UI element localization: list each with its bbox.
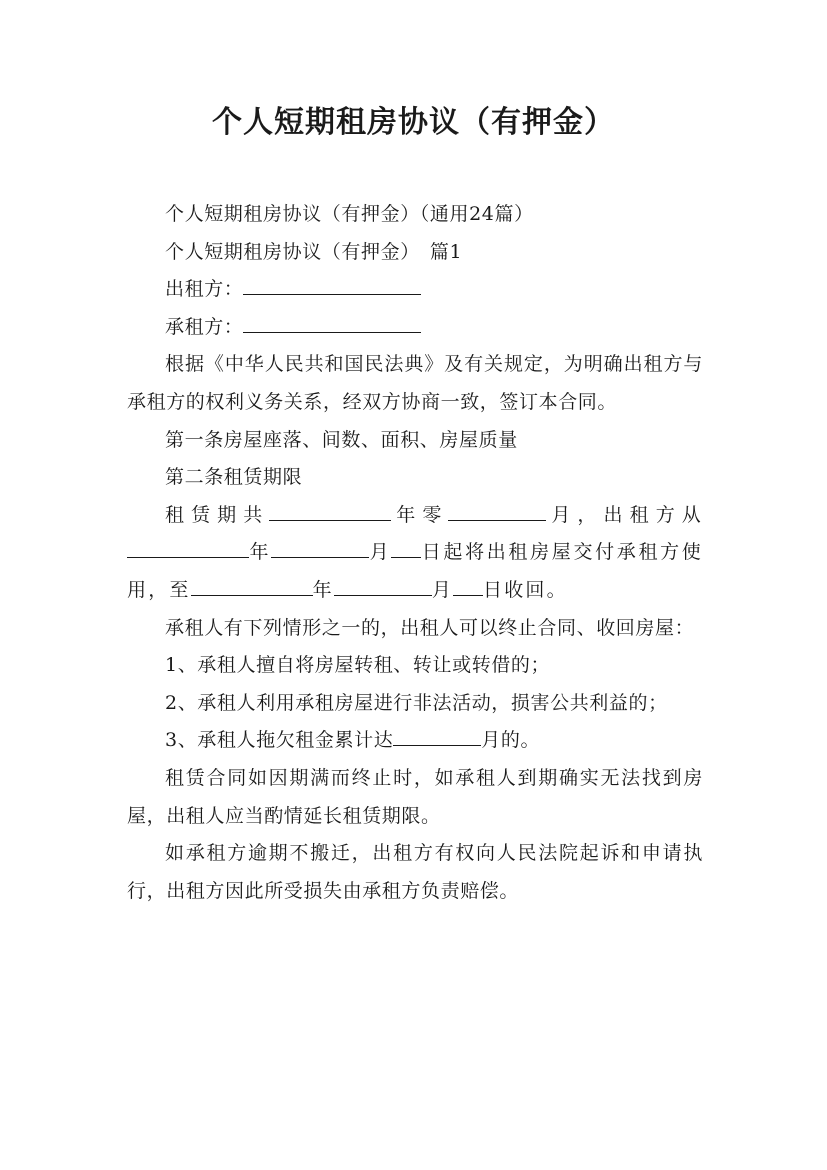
term-text-8: 月 [431,578,454,601]
term-text-9: 日收回。 [483,578,568,601]
section-heading: 个人短期租房协议（有押金） 篇1 [165,240,463,263]
start-month-blank [271,539,369,558]
term-text-5: 月 [369,541,392,564]
item-3-text-post: 月的。 [481,729,541,752]
term-text-1: 租赁期共 [165,503,270,526]
termination-item-2: 2、承租人利用承租房屋进行非法活动，损害公共利益的； [165,691,668,714]
term-text-4: 年 [249,541,272,564]
term-text-7: 年 [312,578,334,601]
subtitle: 个人短期租房协议（有押金）（通用24篇） [165,203,534,225]
term-months-blank [448,502,546,521]
lessee-label: 承租方： [165,315,244,338]
end-month-blank [334,577,432,596]
start-day-blank [391,539,421,558]
article-1-heading: 第一条房屋座落、间数、面积、房屋质量 [165,428,518,451]
term-years-blank [269,502,391,521]
term-paragraph [127,497,703,610]
renewal-paragraph: 租赁合同如因期满而终止时，如承租人到期确实无法找到房屋，出租人应当酌情延长租赁期限。 [127,766,703,827]
lessor-line [127,271,703,309]
overdue-paragraph: 如承租方逾期不搬迁，出租方有权向人民法院起诉和申请执行，出租方因此所受损失由承租方负责赔偿。 [127,842,703,902]
end-year-blank [191,577,313,596]
arrears-months-blank [393,727,481,746]
article-2-heading: 第二条租赁期限 [165,466,303,489]
start-year-blank [127,539,249,558]
termination-item-1: 1、承租人擅自将房屋转租、转让或转借的； [165,654,551,677]
document-title: 个人短期租房协议（有押金） [212,105,615,140]
intro-paragraph: 根据《中华人民共和国民法典》及有关规定，为明确出租方与承租方的权利义务关系，经双方协商一致，签订本合同。 [127,353,703,413]
termination-intro: 承租人有下列情形之一的，出租人可以终止合同、收回房屋： [165,616,695,639]
term-text-6: 日起将出租房屋交付承租方使用，至 [127,541,703,601]
lessee-blank [243,314,421,333]
term-text-3: 月，出租方从 [546,503,703,526]
term-text-2: 年零 [391,503,449,526]
lessor-blank [243,276,421,295]
lessor-label: 出租方： [165,278,244,301]
item-3-text-pre: 3、承租人拖欠租金累计达 [165,729,394,752]
termination-item-3 [127,722,703,760]
lessee-line [127,309,703,347]
end-day-blank [453,577,483,596]
document-body [127,196,703,910]
